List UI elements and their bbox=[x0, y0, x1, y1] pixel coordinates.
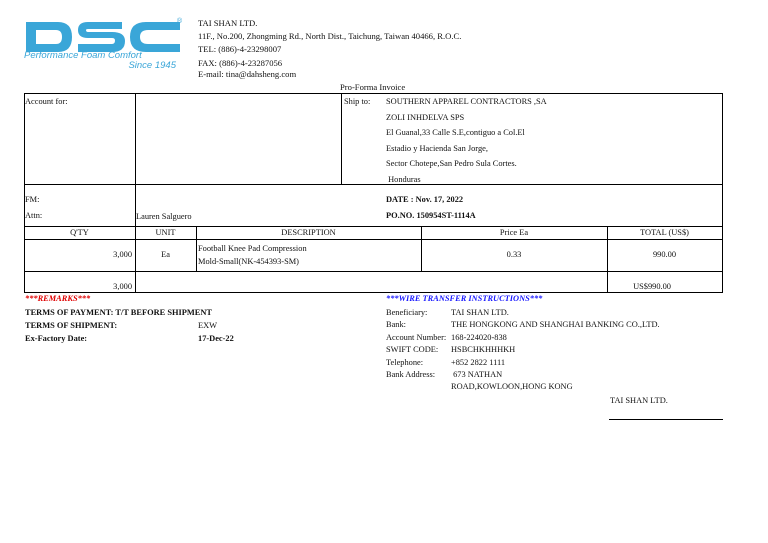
logo-since: Since 1945 bbox=[128, 60, 176, 71]
header-description: DESCRIPTION bbox=[281, 228, 336, 237]
row-qty: 3,000 bbox=[113, 250, 132, 259]
header-price: Price Ea bbox=[499, 228, 529, 237]
divider bbox=[135, 93, 136, 226]
divider bbox=[341, 93, 342, 184]
ship-to-label: Ship to: bbox=[344, 97, 371, 106]
header-total: TOTAL (US$) bbox=[640, 228, 689, 237]
ship-to-line: ZOLI INHDELVA SPS bbox=[386, 112, 465, 122]
ship-to-line: El Guanal,33 Calle S.E,contiguo a Col.El bbox=[386, 128, 525, 138]
payment-terms: TERMS OF PAYMENT: T/T BEFORE SHIPMENT bbox=[25, 308, 212, 317]
total-qty: 3,000 bbox=[113, 282, 132, 291]
shipment-terms-value: EXW bbox=[198, 321, 218, 330]
divider bbox=[24, 239, 722, 240]
telephone-value: +852 2822 1111 bbox=[451, 357, 506, 367]
bank-address-line: 673 NATHAN bbox=[451, 370, 503, 380]
account-for-label: Account for: bbox=[25, 97, 68, 106]
bank-label: Bank: bbox=[386, 320, 407, 330]
account-number-value: 168-224020-838 bbox=[451, 332, 507, 342]
ex-factory-value: 17-Dec-22 bbox=[198, 334, 234, 343]
telephone-label: Telephone: bbox=[386, 357, 424, 367]
shipment-terms-label: TERMS OF SHIPMENT: bbox=[25, 321, 118, 330]
attn-value: Lauren Salguero bbox=[136, 212, 192, 221]
remarks-heading: ***REMARKS*** bbox=[25, 294, 91, 303]
wire-labels bbox=[386, 307, 446, 381]
fm-label: FM: bbox=[25, 195, 40, 204]
header-qty: Q'TY bbox=[70, 228, 89, 237]
company-fax: FAX: (886)-4-23287056 bbox=[198, 57, 283, 68]
ship-to-line: Sector Chotepe,San Pedro Sula Cortes. bbox=[386, 159, 517, 169]
dsc-logo bbox=[24, 20, 182, 54]
row-unit: Ea bbox=[161, 250, 170, 259]
row-description bbox=[198, 243, 307, 268]
row-description-line: Football Knee Pad Compression bbox=[198, 244, 307, 253]
ship-to-line: Estadio y Hacienda San Jorge, bbox=[386, 143, 488, 153]
company-email: E-mail: tina@dahsheng.com bbox=[198, 68, 297, 79]
beneficiary-value: TAI SHAN LTD. bbox=[451, 308, 509, 317]
ship-to-line: Honduras bbox=[386, 174, 421, 184]
row-description-line: Mold-Small(NK-454393-SM) bbox=[198, 256, 299, 266]
company-tel: TEL: (886)-4-23298007 bbox=[198, 44, 282, 55]
ship-to-line: SOUTHERN APPAREL CONTRACTORS ,SA bbox=[386, 97, 547, 106]
bank-value: THE HONGKONG AND SHANGHAI BANKING CO.,LTD. bbox=[451, 320, 660, 330]
row-price: 0.33 bbox=[506, 250, 522, 259]
wire-values bbox=[451, 307, 660, 394]
company-name: TAI SHAN LTD. bbox=[198, 18, 258, 28]
registered-mark: ® bbox=[177, 18, 183, 25]
divider bbox=[24, 271, 722, 272]
row-total: 990.00 bbox=[652, 250, 677, 259]
invoice-date: DATE : Nov. 17, 2022 bbox=[386, 195, 464, 204]
swift-code-label: SWIFT CODE: bbox=[386, 345, 439, 355]
swift-code-value: HSBCHKHHHKH bbox=[451, 345, 516, 355]
divider bbox=[24, 184, 722, 185]
logo-tagline bbox=[24, 51, 176, 71]
signature-company: TAI SHAN LTD. bbox=[610, 396, 668, 405]
beneficiary-label: Beneficiary: bbox=[386, 308, 428, 317]
po-number: PO.NO. 150954ST-1114A bbox=[386, 211, 476, 220]
logo-tagline-text: Performance Foam Comfort bbox=[24, 50, 142, 61]
bank-address-label: Bank Address: bbox=[386, 370, 436, 380]
attn-label: Attn: bbox=[25, 211, 43, 220]
document-title: Pro-Forma Invoice bbox=[340, 82, 406, 92]
company-info bbox=[198, 17, 461, 79]
signature-line bbox=[609, 419, 723, 420]
wire-heading: ***WIRE TRANSFER INSTRUCTIONS*** bbox=[386, 294, 543, 303]
ship-to-address bbox=[386, 94, 547, 188]
bank-address-line: ROAD,KOWLOON,HONG KONG bbox=[451, 382, 573, 392]
header-unit: UNIT bbox=[155, 228, 176, 237]
grand-total: US$990.00 bbox=[633, 282, 671, 291]
address-box bbox=[24, 93, 723, 227]
account-number-label: Account Number: bbox=[386, 332, 447, 342]
ex-factory-label: Ex-Factory Date: bbox=[25, 334, 88, 343]
company-address: 11F., No.200, Zhongming Rd., North Dist., Taichung, Taiwan 40466, R.O.C. bbox=[198, 31, 462, 42]
